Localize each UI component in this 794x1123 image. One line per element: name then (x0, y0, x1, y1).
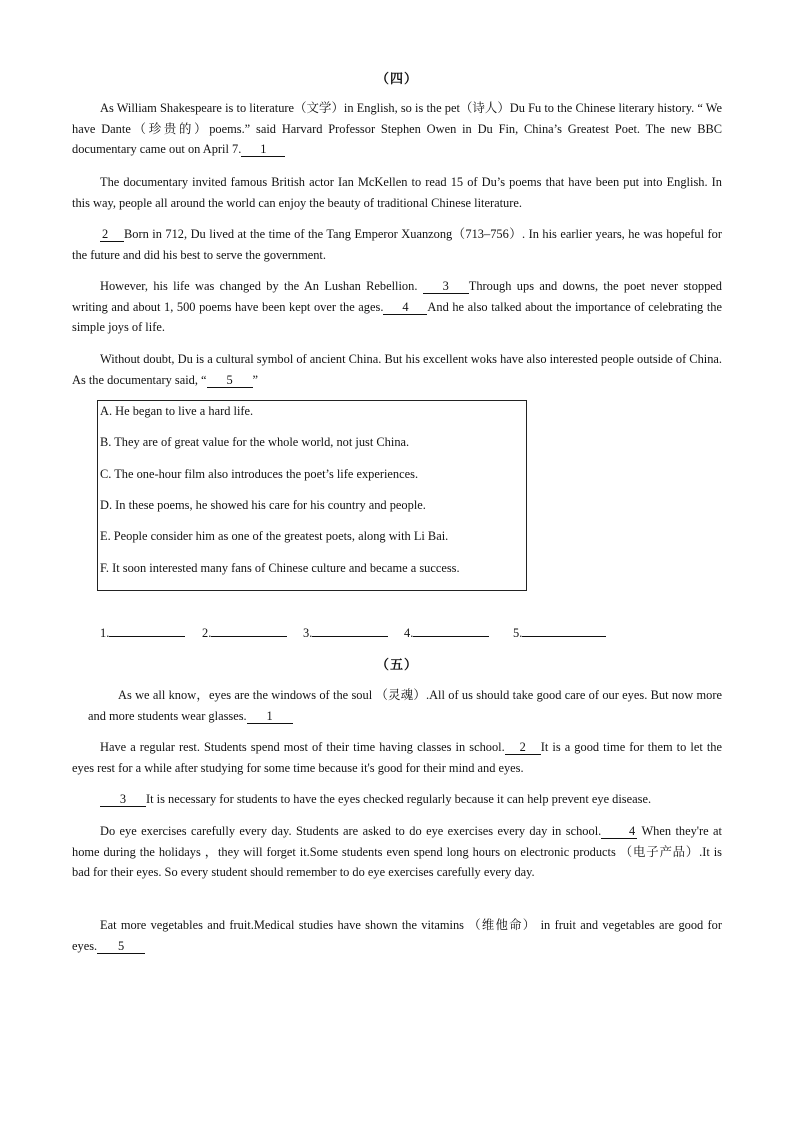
s5-p1-blank: 1 (247, 709, 293, 724)
s5-p4-blank: 4 (601, 824, 637, 839)
s4-p1-blank: 1 (241, 142, 285, 157)
answer-label-5: 5. (513, 626, 523, 640)
s4-paragraph-1 (72, 98, 722, 160)
answer-slot-2[interactable] (202, 624, 287, 640)
s4-p2-text: The documentary invited famous British actor Ian McKellen to read 15 of Du’s poems that have been put into English. In this way, people all around the world can enjoy the beauty of traditional Chinese literature. (72, 175, 722, 210)
s5-p2-blank: 2 (505, 740, 541, 755)
s4-p3-blank: 2 (100, 227, 124, 242)
s4-p3-text: Born in 712, Du lived at the time of the Tang Emperor Xuanzong（713–756）. In his earlier years, he was hopeful for the future and did his best to serve the government. (72, 227, 722, 262)
s4-p1-text: As William Shakespeare is to literature（文学）in English, so is the pet（诗人）Du Fu to the Chinese literary history. “ We have Dante（珍贵的）poems.” said Harvard Professor Stephen Owen in Du Fin, China’s Greatest Poet. The new BBC documentary came out on April 7. (72, 101, 722, 157)
answer-label-4: 4. (404, 626, 414, 640)
section-4-heading: （四） (375, 71, 418, 86)
answer-row (100, 624, 640, 640)
option-f: F. It soon interested many fans of Chinese culture and became a success. (100, 561, 460, 575)
answer-label-3: 3. (303, 626, 313, 640)
s5-p5-text: Eat more vegetables and fruit.Medical studies have shown the vitamins （维他命） in fruit and vegetables are good for eyes. (72, 918, 722, 953)
s5-p2-text-b: It is a good time for them to let the eyes rest for a while after studying for some time because it's good for their mind and eyes. (72, 740, 722, 775)
option-c: C. The one-hour film also introduces the poet’s life experiences. (100, 467, 419, 481)
answer-label-1: 1. (100, 626, 110, 640)
s5-p1-text: As we all know，eyes are the windows of the soul （灵魂）.All of us should take good care of our eyes. But now more and more students wear glasses. (88, 688, 722, 723)
s5-paragraph-3 (72, 789, 722, 810)
s4-p4-blank-b: 4 (383, 300, 427, 315)
answer-slot-3[interactable] (303, 624, 388, 640)
s4-paragraph-5 (72, 349, 722, 390)
answer-slot-4[interactable] (404, 624, 489, 640)
answer-line-2[interactable] (211, 624, 287, 637)
s4-p4-blank-a: 3 (423, 279, 469, 294)
option-b: B. They are of great value for the whole world, not just China. (100, 435, 410, 449)
answer-line-5[interactable] (522, 624, 606, 637)
s5-p4-text-a: Do eye exercises carefully every day. Students are asked to do eye exercises every day in school. (100, 824, 602, 838)
s5-p3-text: It is necessary for students to have the eyes checked regularly because it can help prevent eye disease. (146, 792, 652, 806)
answer-label-2: 2. (202, 626, 212, 640)
s4-paragraph-3 (72, 224, 722, 265)
s4-paragraph-4 (72, 276, 722, 338)
s5-p3-blank: 3 (100, 792, 146, 807)
s5-paragraph-4 (72, 821, 722, 883)
s5-p4-text-b: When they're at home during the holidays ，they will forget it.Some students even spend long hours on electronic products （电子产品）.It is bad for their eyes. So every student should remember to do eye exercises carefully every day. (72, 824, 722, 880)
options-box (97, 400, 527, 591)
s4-p5-blank: 5 (207, 373, 253, 388)
section-5-heading: （五） (375, 657, 418, 672)
option-a: A. He began to live a hard life. (100, 404, 254, 418)
answer-line-1[interactable] (109, 624, 185, 637)
answer-line-3[interactable] (312, 624, 388, 637)
answer-slot-5[interactable] (513, 624, 606, 640)
option-e: E. People consider him as one of the greatest poets, along with Li Bai. (100, 529, 449, 543)
s5-paragraph-2 (72, 737, 722, 778)
s4-p4-text-c: And he also talked about the importance of celebrating the simple joys of life. (72, 299, 722, 335)
s4-p4-text-a: However, his life was changed by the An Lushan Rebellion. (100, 279, 418, 293)
answer-slot-1[interactable] (100, 624, 185, 640)
option-d: D. In these poems, he showed his care for his country and people. (100, 498, 426, 512)
s5-paragraph-1 (88, 685, 722, 726)
s4-p5-text-a: Without doubt, Du is a cultural symbol of ancient China. But his excellent woks have also interested people outside of China. As the documentary said, “ (72, 352, 723, 387)
answer-line-4[interactable] (413, 624, 489, 637)
s4-p5-text-b: ” (252, 372, 259, 387)
s5-paragraph-5 (72, 915, 722, 956)
s5-p5-blank: 5 (97, 939, 145, 954)
s4-paragraph-2 (72, 172, 722, 213)
s4-p4-text-b: Through ups and downs, the poet never stopped writing and about 1, 500 poems have been kept over the ages. (72, 279, 722, 314)
s5-p2-text-a: Have a regular rest. Students spend most of their time having classes in school. (100, 740, 505, 754)
